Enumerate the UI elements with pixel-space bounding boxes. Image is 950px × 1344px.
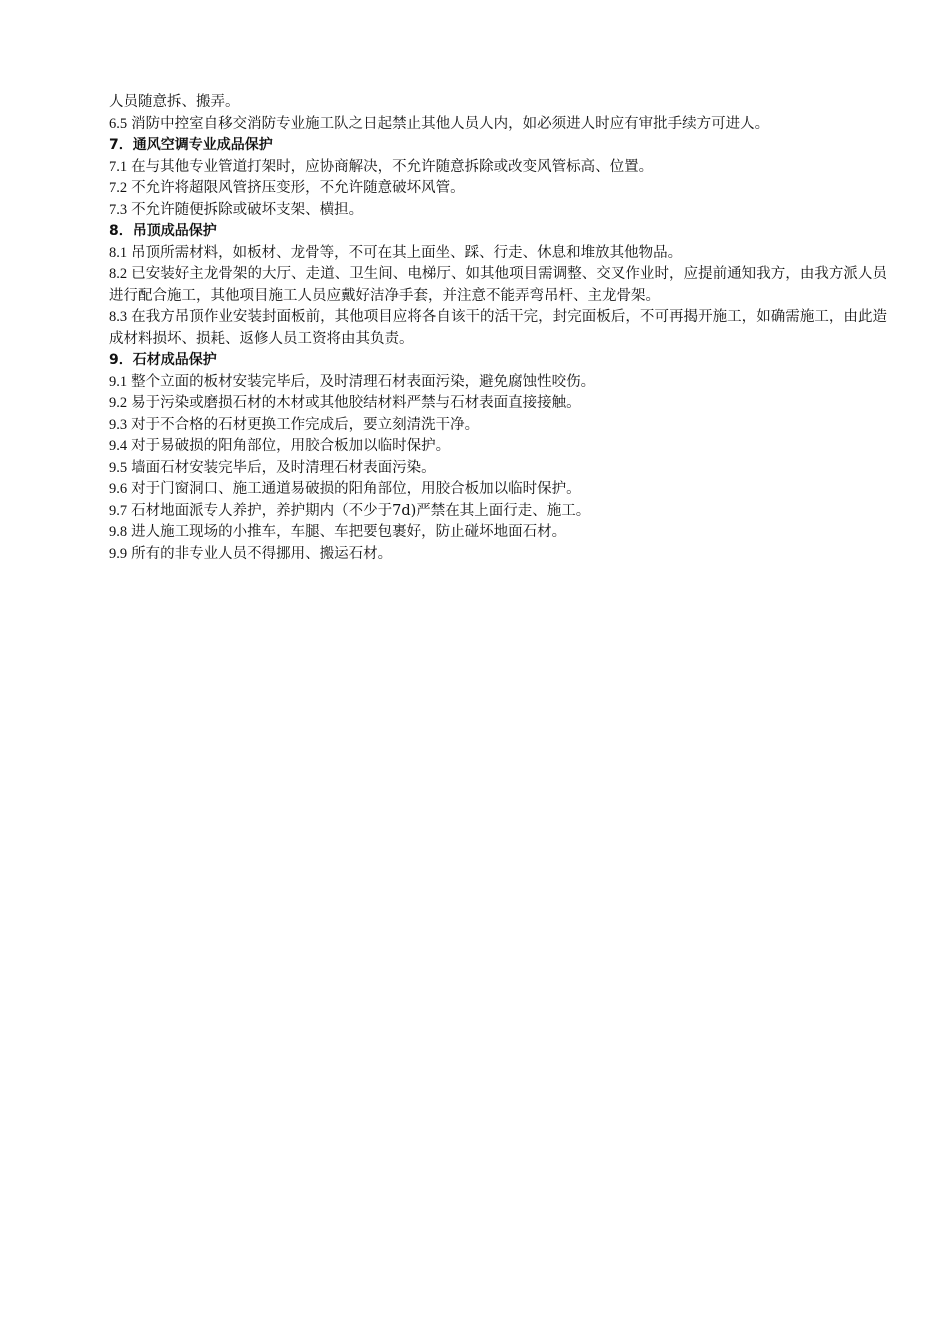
item-9-3: 9.3 对于不合格的石材更换工作完成后，要立刻清洗干净。 — [109, 416, 480, 433]
section-heading-9: 9．石材成品保护 — [109, 352, 217, 368]
item-8-1: 8.1 吊顶所需材料，如板材、龙骨等，不可在其上面坐、踩、行走、休息和堆放其他物品。 — [109, 244, 683, 261]
section-heading-8: 8．吊顶成品保护 — [109, 223, 217, 239]
item-9-6: 9.6 对于门窗洞口、施工通道易破损的阳角部位，用胶合板加以临时保护。 — [109, 481, 581, 497]
paragraph-continuation: 人员随意拆、搬弄。 — [109, 94, 240, 110]
item-6-5: 6.5 消防中控室自移交消防专业施工队之日起禁止其他人员人内，如必须进人时应有审批手续方可进人。 — [109, 115, 770, 132]
item-8-2: 8.2 已安装好主龙骨架的大厅、走道、卫生间、电梯厅、如其他项目需调整、交叉作业时，应提前通知我方，由我方派人员进行配合施工，其他项目施工人员应戴好洁净手套，并注意不能弄弯吊杆、主龙骨架。 — [109, 266, 887, 304]
item-7-2: 7.2 不允许将超限风管挤压变形，不允许随意破坏风管。 — [109, 180, 465, 196]
item-8-3: 8.3 在我方吊顶作业安装封面板前，其他项目应将各自该干的活干完，封完面板后，不可再揭开施工，如确需施工，由此造成材料损坏、损耗、返修人员工资将由其负责。 — [109, 309, 887, 347]
item-9-2: 9.2 易于污染或磨损石材的木材或其他胶结材料严禁与石材表面直接接触。 — [109, 395, 581, 411]
item-7-1: 7.1 在与其他专业管道打架时，应协商解决，不允许随意拆除或改变风管标高、位置。 — [109, 158, 654, 175]
item-9-1: 9.1 整个立面的板材安装完毕后，及时清理石材表面污染，避免腐蚀性咬伤。 — [109, 373, 596, 390]
item-9-8: 9.8 进人施工现场的小推车，车腿、车把要包裹好，防止碰坏地面石材。 — [109, 524, 567, 540]
item-9-9: 9.9 所有的非专业人员不得挪用、搬运石材。 — [109, 545, 393, 562]
item-9-4: 9.4 对于易破损的阳角部位，用胶合板加以临时保护。 — [109, 438, 451, 454]
section-heading-7: 7．通风空调专业成品保护 — [109, 137, 273, 153]
item-9-5: 9.5 墙面石材安装完毕后，及时清理石材表面污染。 — [109, 459, 436, 476]
document-page — [109, 92, 887, 565]
item-7-3: 7.3 不允许随便拆除或破坏支架、横担。 — [109, 201, 364, 218]
item-9-7: 9.7 石材地面派专人养护，养护期内（不少于7d)严禁在其上面行走、施工。 — [109, 502, 591, 519]
